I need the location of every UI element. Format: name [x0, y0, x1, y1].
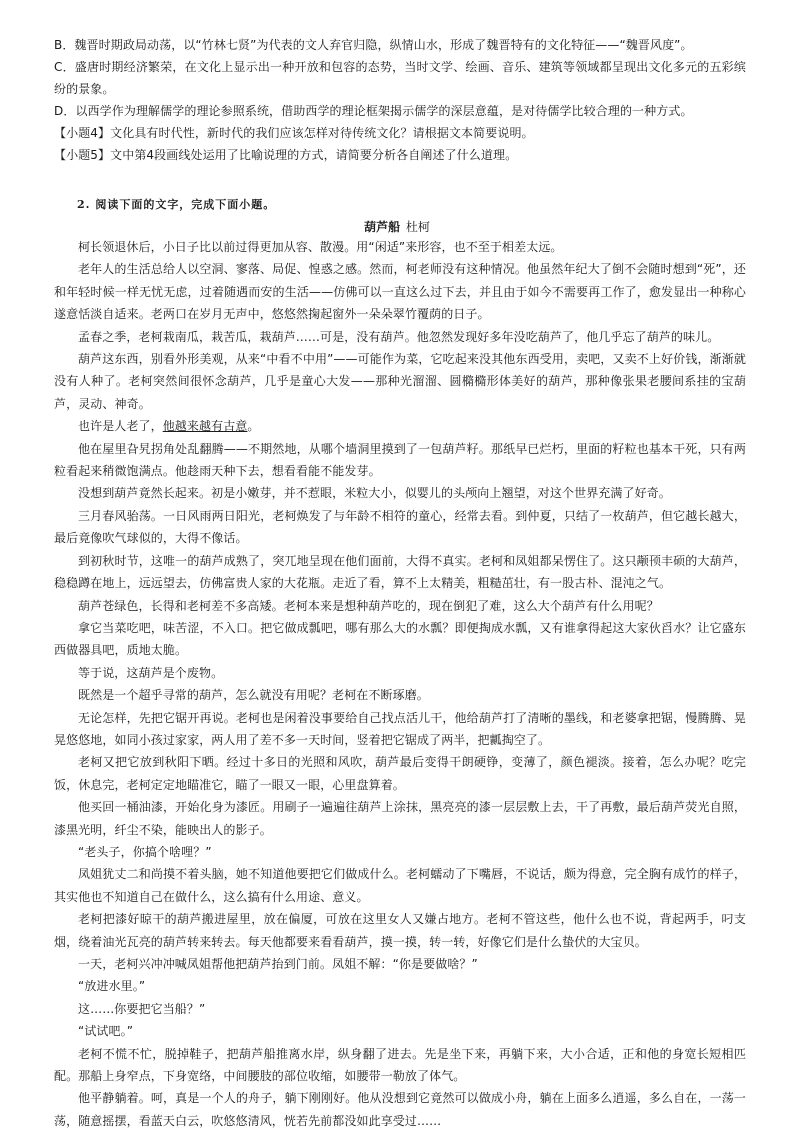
paragraph: 凤姐犹丈二和尚摸不着头脑，她不知道他要把它们做成什么。老柯蠕动了下嘴唇，不说话，颇为得意，完全胸有成竹的样子，其实他也不知道自己在做什么，这么搞有什么用途、意义。	[54, 867, 746, 904]
paragraph: 他平静躺着。呵，真是一个人的舟子，躺下刚刚好。他从没想到它竟然可以做成小舟，躺在上面多么逍遥，多么自在，一荡一荡，随意摇摆，看蓝天白云，吹悠悠清风，恍若先前都没如此享受过……	[54, 1091, 746, 1128]
paragraph: 老柯不慌不忙，脱掉鞋子，把葫芦船推离水岸，纵身翻了进去。先是坐下来，再躺下来，大小合适，正和他的身宽长短相匹配。那船上身窄点，下身宽络，中间腰肢的部位收缩，如腰带一勒放了体气。	[54, 1046, 746, 1084]
text: 也许是人老了，	[78, 419, 163, 434]
paragraph: “放进水里。”	[78, 979, 146, 994]
paragraph: 三月春风骀荡。一日风雨两日阳光，老柯焕发了与年龄不相符的童心，经常去看。到仲夏，只结了一枚葫芦，但它越长越大，最后竟像吹气球似的，大得不像话。	[54, 508, 746, 546]
option-b: B．魏晋时期政局动荡，以“竹林七贤”为代表的文人弃官归隐，纵情山水，形成了魏晋特有的文化特征——“魏晋风度”。	[54, 38, 693, 52]
paragraph: “试试吧。”	[78, 1024, 134, 1039]
question-5: 【小题5】文中第4段画线处运用了比喻说理的方式，请简要分析各自阐述了什么道理。	[54, 148, 518, 162]
paragraph: 拿它当菜吃吧，味苦涩，不入口。把它做成瓢吧，哪有那么大的水瓢？即便掏成水瓢，又有谁拿得起这大家伙舀水？让它盛东西做器具吧，质地太脆。	[54, 620, 746, 658]
answer-options	[54, 34, 746, 166]
paragraph: 老年人的生活总给人以空洞、寥落、局促、惶惑之感。然而，柯老师没有这种情况。他虽然年纪大了倒不会随时想到“死”，还和年轻时候一样无忧无虑，过着随遇而安的生活——仿佛可以一直这么过下去，并且由于如今不需要再工作了，愈发显出一种称心遂意恬淡自适来。老两口在岁月无声中，悠悠然掬起窗外一朵朵翠竹覆荫的日子。	[54, 262, 746, 322]
story-title-row	[0, 216, 794, 238]
paragraph: 没想到葫芦竟然长起来。初是小嫩芽，并不惹眼，米粒大小，似婴儿的头颅向上翘望，对这个世界充满了好奇。	[78, 486, 671, 501]
paragraph: 一天，老柯兴冲冲喊凤姐帮他把葫芦抬到门前。凤姐不解：“你是要做啥？”	[78, 957, 478, 971]
story-body	[54, 236, 746, 1132]
paragraph: 既然是一个超乎寻常的葫芦，怎么就没有用呢？老柯在不断琢磨。	[78, 688, 429, 703]
option-c: C．盛唐时期经济繁荣，在文化上显示出一种开放和包容的态势，当时文学、绘画、音乐、建筑等领域都呈现出文化多元的五彩缤纷的景象。	[54, 60, 746, 96]
paragraph: 老柯又把它放到秋阳下晒。经过十多日的光照和风吹，葫芦最后变得干朗硬铮，变薄了，颜色褪淡。接着，怎么办呢？吃完饭，休息完，老柯定定地瞄准它，瞄了一眼又一眼，心里盘算着。	[54, 755, 746, 792]
paragraph: 葫芦苍绿色，长得和老柯差不多高矮。老柯本来是想种葫芦吃的，现在倒犯了难，这么大个葫芦有什么用呢？	[78, 598, 659, 613]
paragraph: “老头子，你搞个啥哩？”	[78, 844, 212, 859]
story-author: 杜柯	[405, 220, 430, 234]
paragraph: 他买回一桶油漆，开始化身为漆匠。用刷子一遍遍往葫芦上涂抹，黑亮亮的漆一层层敷上去，干了再敷，最后葫芦荧光自照，漆黑光明，纤尘不染，能映出人的影子。	[54, 800, 746, 837]
paragraph: 柯长领退休后，小日子比以前过得更加从容、散漫。用“闲适”来形容，也不至于相差太远。	[78, 240, 563, 254]
underlined-text: 他越来越有古意	[162, 419, 248, 434]
text: 。	[247, 419, 260, 434]
paragraph: 这……你要把它当船？”	[78, 1001, 206, 1016]
paragraph: 到初秋时节，这唯一的葫芦成熟了，突兀地呈现在他们面前，大得不真实。老柯和凤姐都呆愣住了。这只颟顸丰硕的大葫芦，稳稳蹲在地上，远远望去，仿佛富贵人家的大花瓶。走近了看，算不上太精美，粗糙茁壮，有一股古朴、混沌之气。	[54, 553, 746, 591]
question-4: 【小题4】文化具有时代性，新时代的我们应该怎样对待传统文化？请根据文本简要说明。	[54, 126, 534, 140]
paragraph: 他在屋里旮旯拐角处乱翻腾——不期然地，从哪个墙洞里摸到了一包葫芦籽。那纸早已烂朽，里面的籽粒也基本干死，只有两粒看起来稍微饱满点。他趁雨天种下去，想看看能不能发芽。	[54, 441, 746, 479]
story-title: 葫芦船	[364, 220, 401, 234]
section-heading: 2. 阅读下面的文字，完成下面小题。	[77, 198, 276, 211]
paragraph: 葫芦这东西，别看外形美观，从来“中看不中用”——可能作为菜，它吃起来没其他东西受用，卖吧，又卖不上好价钱，渐渐就没有人种了。老柯突然间很怀念葫芦，几乎是童心大发——那种光溜溜、圆橢橢形体美好的葫芦，那种像张果老腰间系挂的宝葫芦，灵动、神奇。	[54, 352, 746, 411]
paragraph: 老柯把漆好晾干的葫芦搬进屋里，放在偏厦，可放在这里女人又嫌占地方。老柯不管这些，他什么也不说，背起两手，叼支烟，绕着油光瓦亮的葫芦转来转去。每天他都要来看看葫芦，摸一摸，转一转，好像它们是什么蛰伏的大宝贝。	[54, 912, 746, 949]
paragraph: 等于说，这葫芦是个废物。	[78, 665, 224, 680]
paragraph: 孟春之季，老柯栽南瓜，栽苦瓜，栽葫芦……可是，没有葫芦。他忽然发现好多年没吃葫芦了，他几乎忘了葫芦的味儿。	[78, 329, 720, 344]
paragraph: 无论怎样，先把它锯开再说。老柯也是闲着没事要给自己找点活儿干，他给葫芦打了清晰的墨线，和老婆拿把锯，慢腾腾、晃晃悠悠地，如同小孩过家家，两人用了差不多一天时间，竖着把它锯成了两半，把瓤掏空了。	[54, 710, 746, 747]
option-d: D．以西学作为理解儒学的理论参照系统，借助西学的理论框架揭示儒学的深层意蕴，是对待儒学比较合理的一种方式。	[54, 104, 693, 118]
paragraph-underlined	[54, 415, 746, 437]
